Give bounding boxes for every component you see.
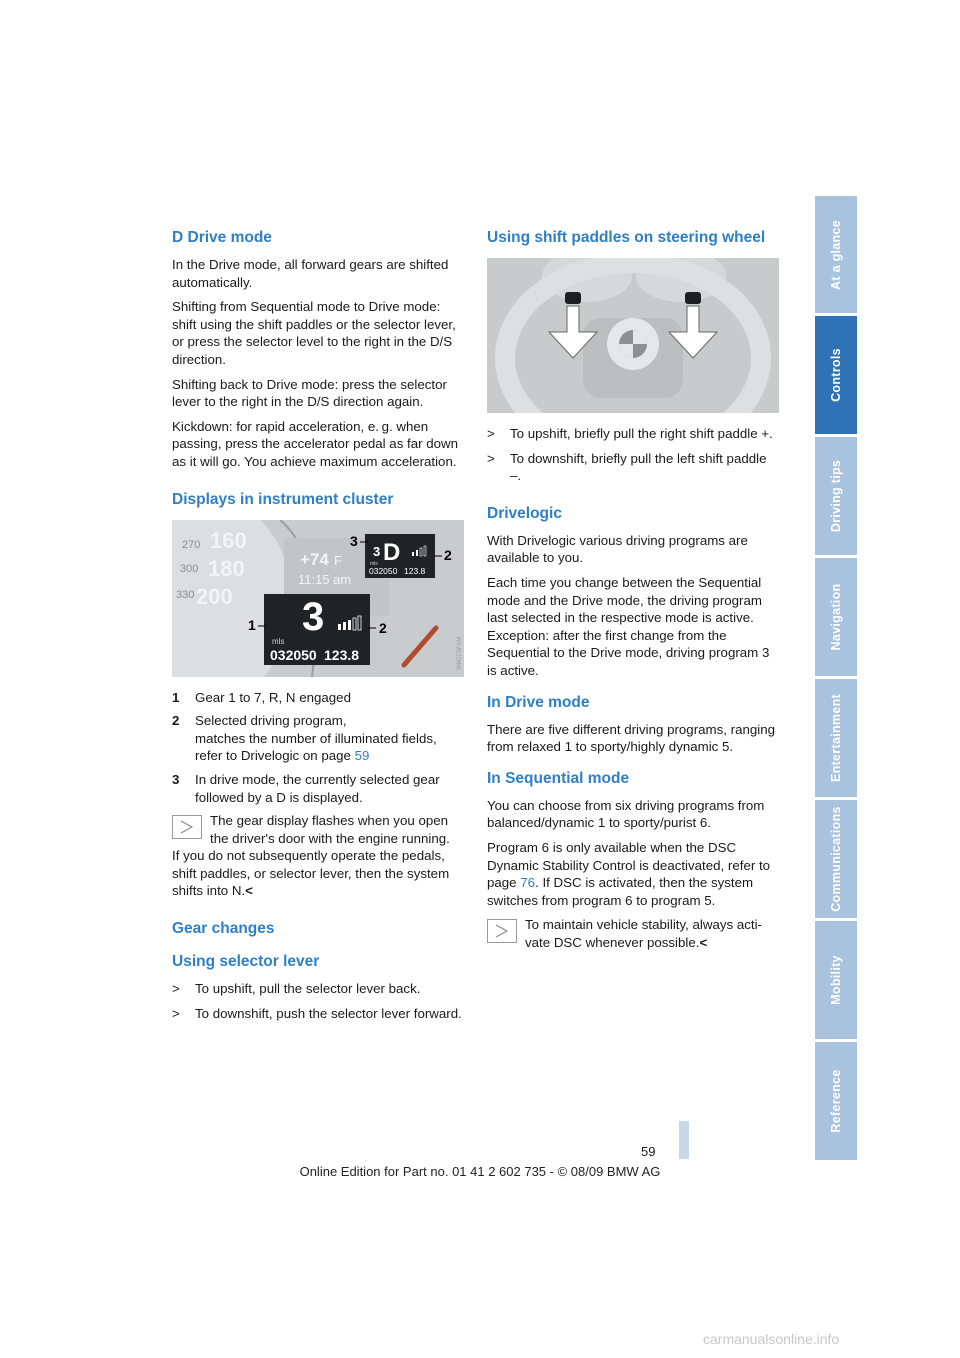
edition-footer: Online Edition for Part no. 01 41 2 602 735 - © 08/09 BMW AG: [299, 1164, 661, 1179]
speed-label: 300: [180, 562, 199, 575]
time-readout: 11:15 am: [298, 571, 352, 587]
speed-label: 160: [210, 527, 247, 553]
callout-2: 2: [379, 619, 387, 636]
end-mark: <: [245, 883, 253, 899]
note-icon: [172, 815, 202, 839]
d-drive-paragraph: Shifting back to Drive mode: press the selector lever to the right in the D/S direction again.: [172, 376, 447, 410]
speed-label: 200: [196, 583, 233, 609]
bullet-text: To downshift, briefly pull the left shift paddle –.: [510, 450, 767, 484]
in-sequential-mode-paragraph: [487, 839, 779, 909]
large-gear-display: [264, 594, 370, 665]
tab-at-a-glance[interactable]: [815, 196, 857, 313]
odometer-readout: 032050: [270, 646, 317, 663]
tab-driving-tips[interactable]: [815, 437, 857, 555]
speed-label: 180: [208, 555, 245, 581]
note-icon: [487, 919, 517, 943]
bullet-text: To upshift, pull the selector lever back.: [195, 981, 421, 997]
note-block: [172, 812, 464, 900]
gear-digit: 3: [302, 594, 325, 639]
steering-wheel-figure: [487, 258, 779, 413]
note-text: To maintain vehicle stability, always activate DSC whenever possible.: [525, 917, 762, 950]
selector-lever-heading: Using selector lever: [172, 953, 320, 971]
gear-digit: 3: [373, 543, 381, 559]
legend-item: [172, 771, 464, 806]
page-link[interactable]: 59: [354, 748, 370, 764]
tab-label: Communications: [829, 806, 843, 912]
bullet-text: To upshift, briefly pull the right shift paddle +.: [510, 426, 773, 441]
tab-navigation[interactable]: [815, 558, 857, 676]
d-drive-paragraph: Kickdown: for rapid acceleration, e. g. when passing, press the accelerator pedal as far down as it will go. You achieve maximum acceleration.: [172, 418, 459, 469]
instrument-cluster-figure: [172, 520, 464, 677]
paragraph-text: . If DSC is activated, then the system switches from program 6 to program 5.: [487, 875, 754, 908]
drivelogic-paragraph: With Drivelogic various driving programs are available to you.: [487, 532, 748, 566]
trip-readout: 123.8: [404, 565, 426, 576]
callout-3: 3: [350, 532, 358, 549]
bullet-glyph: >: [172, 981, 180, 997]
displays-heading: Displays in instrument cluster: [172, 490, 394, 508]
legend-text: In drive mode, the currently selected gear followed by a D is displayed.: [195, 771, 440, 805]
right-column: [487, 228, 779, 961]
steering-wheel-illustration: [487, 258, 779, 413]
figure-code: W6CC5FAM: [457, 636, 463, 670]
tab-label: At a glance: [829, 219, 843, 290]
small-gear-display: [365, 534, 435, 578]
legend-number: 2: [172, 713, 180, 729]
note-rest: If you do not subsequently operate the pedals, shift paddles, or selector lever, then the system shifts into N.: [172, 848, 450, 899]
temperature-unit: F: [334, 552, 342, 568]
unit-label: mls: [370, 560, 378, 567]
tab-entertainment[interactable]: [815, 679, 857, 797]
legend-item: [172, 712, 464, 765]
tab-communications[interactable]: [815, 800, 857, 918]
speed-label: 270: [182, 538, 201, 551]
d-drive-heading: D Drive mode: [172, 229, 272, 246]
in-sequential-mode-paragraph: You can choose from six driving programs from balanced/dynamic 1 to sporty/purist 6.: [487, 797, 765, 831]
legend-number: 3: [172, 771, 180, 787]
note-first: The gear display flashes when you open the driver's door with the engine running.: [210, 813, 450, 846]
speed-label: 330: [176, 588, 195, 601]
shift-paddles-heading: Using shift paddles on steering wheel: [487, 229, 766, 246]
legend-text: matches the number of illuminated fields, refer to Drivelogic on page: [195, 730, 437, 764]
trip-readout: 123.8: [324, 646, 360, 663]
legend-text: Gear 1 to 7, R, N engaged: [195, 689, 351, 705]
note-block: [487, 916, 779, 951]
bullet-glyph: >: [487, 426, 495, 441]
tab-reference[interactable]: [815, 1042, 857, 1160]
end-mark: <: [699, 934, 708, 950]
chapter-tabs: [815, 196, 857, 1160]
tab-label: Controls: [829, 348, 843, 402]
gear-changes-heading: Gear changes: [172, 920, 275, 938]
bullet-item: [172, 1005, 464, 1023]
unit-label: mls: [272, 636, 285, 646]
page-link[interactable]: 76: [520, 875, 536, 891]
paragraph-text: Program 6 is only available when the DSC Dynamic Stability Control is deactivated, refer to page: [487, 839, 771, 891]
instrument-cluster-illustration: [172, 520, 464, 677]
odometer-readout: 032050: [369, 565, 398, 576]
d-drive-paragraph: Shifting from Sequential mode to Drive mode: shift using the shift paddles or the selector lever, or press the selector level to the right in the D/S direction.: [172, 299, 456, 367]
bullet-item: [487, 450, 779, 485]
bullet-item: [172, 980, 464, 998]
tab-mobility[interactable]: [815, 921, 857, 1039]
legend-list: [172, 689, 464, 807]
legend-number: 1: [172, 689, 180, 705]
legend-text: Selected driving program,: [195, 713, 347, 729]
page-number: 59: [641, 1144, 656, 1159]
watermark: carmanualsonline.info: [703, 1331, 840, 1347]
tab-label: Mobility: [829, 955, 843, 1005]
in-drive-mode-heading: In Drive mode: [487, 693, 590, 711]
d-drive-paragraph: In the Drive mode, all forward gears are shifted automatically.: [172, 257, 449, 290]
left-column: [172, 228, 464, 1029]
temperature-readout: +74: [300, 549, 329, 569]
tab-label: Reference: [829, 1069, 843, 1133]
drivelogic-heading: Drivelogic: [487, 504, 562, 522]
page-marker: [679, 1121, 689, 1159]
bullet-glyph: >: [487, 450, 495, 466]
drive-letter: D: [383, 538, 401, 566]
bullet-item: [487, 425, 779, 443]
tab-controls[interactable]: [815, 316, 857, 434]
drivelogic-paragraph: Each time you change between the Sequential mode and the Drive mode, the driving program last selected in the respective mode is active. Exception: after the first change from the Sequential to the Drive mode, driving program 3 is active.: [487, 574, 770, 678]
legend-item: [172, 689, 464, 707]
tab-label: Navigation: [829, 583, 843, 651]
in-sequential-mode-heading: In Sequential mode: [487, 769, 630, 787]
bullet-text: To downshift, push the selector lever forward.: [195, 1005, 462, 1021]
in-drive-mode-paragraph: There are five different driving programs, ranging from relaxed 1 to sporty/highly dynamic 5.: [487, 721, 775, 755]
bullet-glyph: >: [172, 1005, 180, 1021]
callout-2: 2: [444, 546, 452, 563]
tab-label: Entertainment: [829, 694, 843, 782]
tab-label: Driving tips: [829, 459, 843, 533]
callout-1: 1: [248, 616, 256, 633]
